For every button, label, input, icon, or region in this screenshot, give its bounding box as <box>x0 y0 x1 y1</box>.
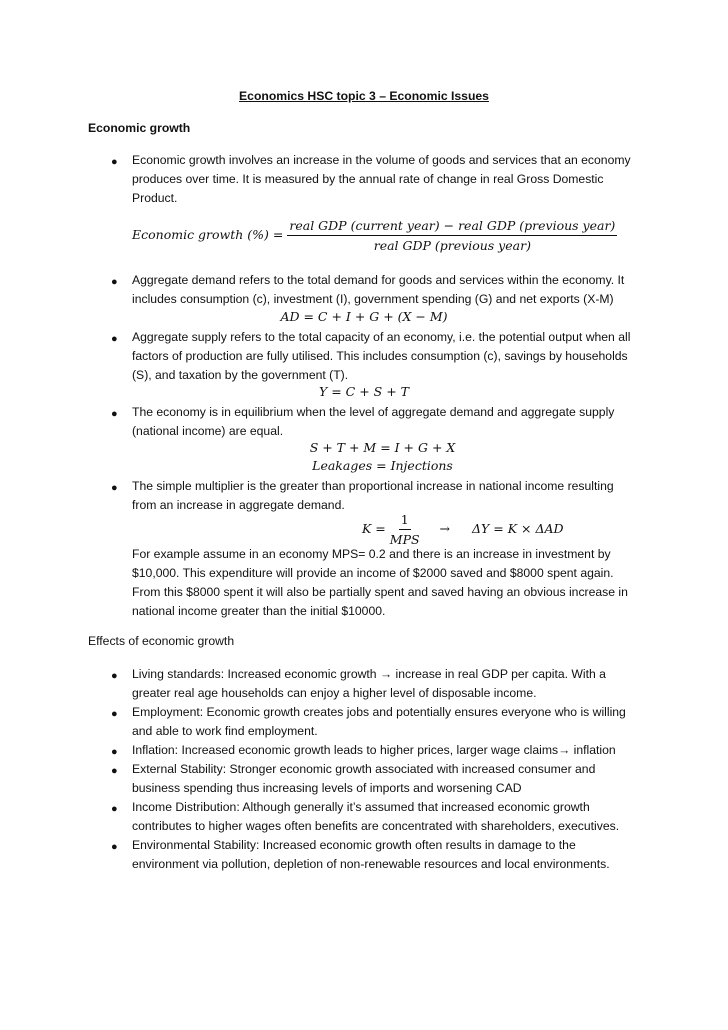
arrow-icon: → <box>439 521 451 536</box>
bullet-icon: ● <box>111 276 118 288</box>
ad-equation: AD = C + I + G + (X − M) <box>280 309 448 324</box>
effect-item-employment: Employment: Economic growth creates jobs and potentially ensures everyone who is willing and able to work find employment. <box>132 705 626 738</box>
k-formula-rhs: ΔY = K × ΔAD <box>472 521 564 536</box>
k-formula-lhs: K = <box>362 521 386 536</box>
effect-item-living-standards: Living standards: Increased economic growth → increase in real GDP per capita. With a greater real age households can enjoy a higher level of disposable income. <box>132 667 606 700</box>
effect-item-external-stability: External Stability: Stronger economic growth associated with increased consumer and business spending thus increasing levels of imports and worsening CAD <box>132 762 596 795</box>
leakages-injections-equation: Leakages = Injections <box>312 458 453 473</box>
growth-formula-numerator: real GDP (current year) − real GDP (previous year) <box>287 218 617 236</box>
bullet-icon: ● <box>111 803 118 815</box>
aggregate-supply-text: Aggregate supply refers to the total capacity of an economy, i.e. the potential output when all factors of production are fully utilised. This includes consumption (c), savings by households (S), and taxation by the government (T). <box>132 330 631 382</box>
bullet-icon: ● <box>111 333 118 345</box>
bullet-icon: ● <box>111 708 118 720</box>
effect-item-environmental-stability: Environmental Stability: Increased economic growth often results in damage to the environment via pollution, depletion of non-renewable resources and local environments. <box>132 838 610 871</box>
equilibrium-equation: S + T + M = I + G + X <box>309 440 456 455</box>
equilibrium-text: The economy is in equilibrium when the level of aggregate demand and aggregate supply (national income) are equal. <box>132 405 615 438</box>
k-formula-denominator: MPS <box>389 532 420 547</box>
k-formula-numerator: 1 <box>399 512 411 530</box>
section-heading-effects: Effects of economic growth <box>88 634 235 648</box>
multiplier-formula <box>362 512 564 547</box>
as-equation: Y = C + S + T <box>319 384 409 399</box>
bullet-icon: ● <box>111 156 118 168</box>
bullet-icon: ● <box>111 670 118 682</box>
bullet-icon: ● <box>111 746 118 758</box>
growth-formula-fraction <box>287 218 617 253</box>
bullet-icon: ● <box>111 765 118 777</box>
effect-item-income-distribution: Income Distribution: Although generally it’s assumed that increased economic growth contributes to higher wages often benefits are concentrated with shareholders, executives. <box>132 800 620 833</box>
growth-formula <box>132 218 617 253</box>
multiplier-example: For example assume in an economy MPS= 0.2 and there is an increase in investment by $10,000. This expenditure will provide an income of $2000 saved and $8000 spent again. From this $8000 spent it will also be partially spent and saved having an obvious increase in national income greater than the initial $10000. <box>132 547 628 618</box>
section-heading-economic-growth: Economic growth <box>88 121 191 135</box>
k-formula-fraction <box>390 512 420 547</box>
growth-formula-lhs: Economic growth (%) = <box>132 227 284 242</box>
bullet-icon: ● <box>111 408 118 420</box>
growth-formula-denominator: real GDP (previous year) <box>373 238 531 253</box>
page-title: Economics HSC topic 3 – Economic Issues <box>239 89 489 103</box>
bullet-icon: ● <box>111 841 118 853</box>
multiplier-text: The simple multiplier is the greater than proportional increase in national income resulting from an increase in aggregate demand. <box>132 479 614 512</box>
effect-item-inflation: Inflation: Increased economic growth leads to higher prices, larger wage claims→ inflation <box>132 743 616 757</box>
bullet-icon: ● <box>111 482 118 494</box>
aggregate-demand-text: Aggregate demand refers to the total demand for goods and services within the economy. It includes consumption (c), investment (I), government spending (G) and net exports (X-M) <box>132 273 625 306</box>
growth-definition: Economic growth involves an increase in the volume of goods and services that an economy produces over time. It is measured by the annual rate of change in real Gross Domestic Product. <box>132 153 631 205</box>
